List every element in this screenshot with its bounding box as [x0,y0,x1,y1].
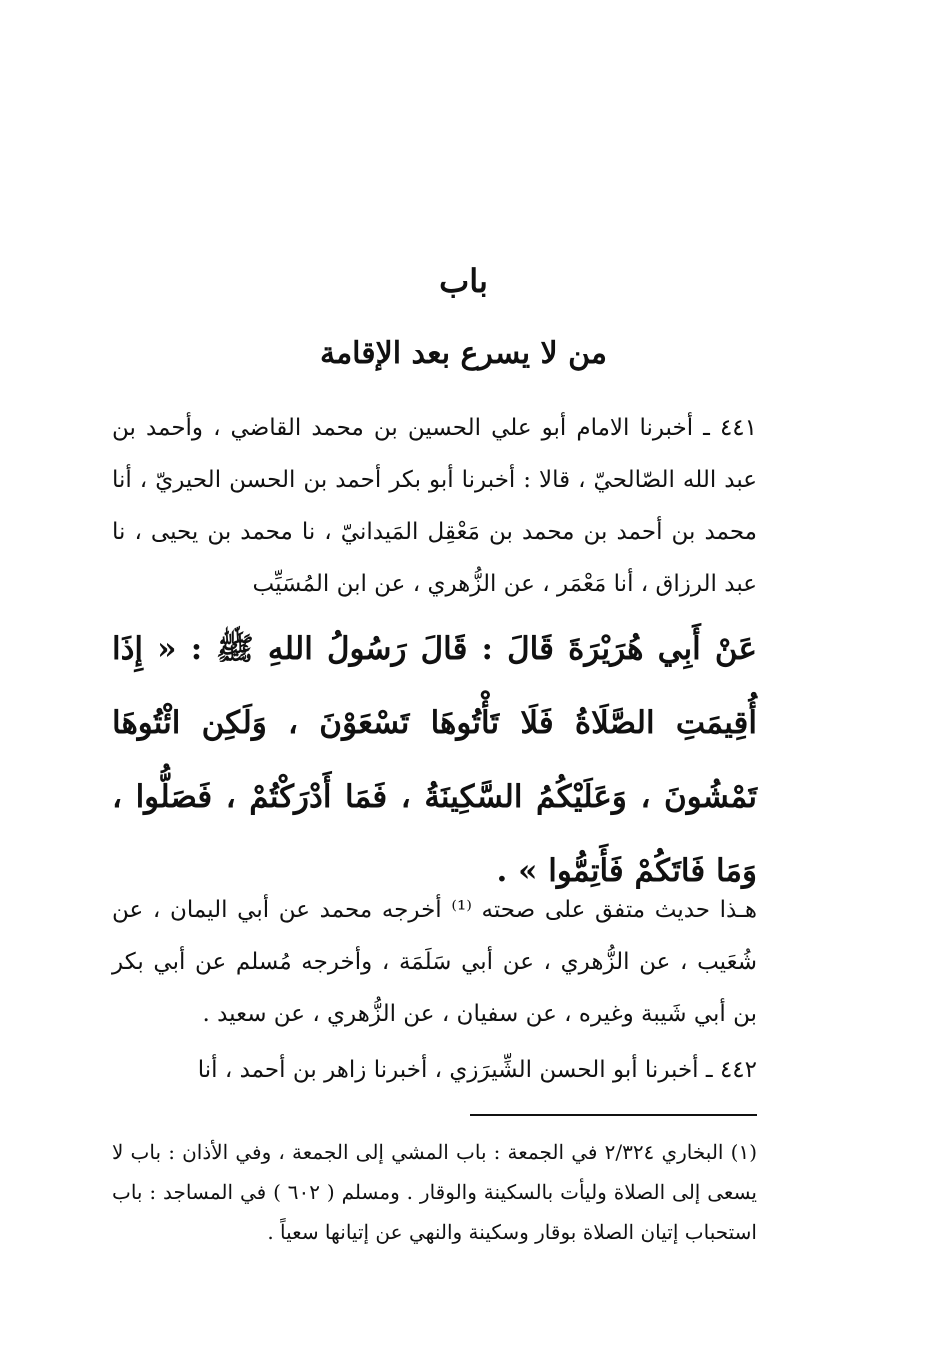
chapter-title: باب [439,262,488,300]
entry-442 [112,1044,757,1096]
footnote-divider [470,1114,757,1116]
entry-441-hadith [112,612,757,908]
isnad-text: ٤٤١ ـ أخبرنا الامام أبو علي الحسين بن محمد القاضي ، وأحمد بن عبد الله الصّالحيّ ، قالا : أخبرنا أبو بكر أحمد بن الحسن الحيريّ ، أنا محمد بن أحمد بن محمد بن مَعْقِل المَيدانيّ ، نا محمد بن يحيى ، نا عبد الرزاق ، أنا مَعْمَر ، عن الزُّهري ، عن ابن المُسَيِّب [112,415,757,597]
entry-442-text: ٤٤٢ ـ أخبرنا أبو الحسن الشِّيرَزي ، أخبرنا زاهر بن أحمد ، أنا [197,1057,757,1083]
entry-441-commentary [112,884,757,1040]
footnote [112,1132,757,1252]
entry-441-isnad [112,402,757,610]
footnote-text: (١) البخاري ٢/٣٢٤ في الجمعة : باب المشي إلى الجمعة ، وفي الأذان : باب لا يسعى إلى الصلاة وليأت بالسكينة والوقار . ومسلم ( ٦٠٢ ) في المساجد : باب استحباب إتيان الصلاة بوقار وسكينة والنهي عن إتيانها سعياً . [112,1140,757,1244]
chapter-subtitle: من لا يسرع بعد الإقامة [319,336,607,371]
commentary-text: هـذا حديث متفق على صحته ⁽¹⁾ أخرجه محمد عن أبي اليمان ، عن شُعَيب ، عن الزُّهري ، عن أبي سَلَمَة ، وأخرجه مُسلم عن أبي بكر بن أبي شَيبة وغيره ، عن سفيان ، عن الزُّهري ، عن سعيد . [112,897,757,1027]
hadith-text: عَنْ أَبِي هُرَيْرَةَ قَالَ : قَالَ رَسُولُ اللهِ ﷺ : « إِذَا أُقِيمَتِ الصَّلَاةُ فَلَا تَأْتُوهَا تَسْعَوْنَ ، وَلَكِن ائْتُوهَا تَمْشُونَ ، وَعَلَيْكُمُ السَّكِينَةُ ، فَمَا أَدْرَكْتُمْ ، فَصَلُّوا ، وَمَا فَاتَكُمْ فَأَتِمُّوا » . [112,631,757,889]
